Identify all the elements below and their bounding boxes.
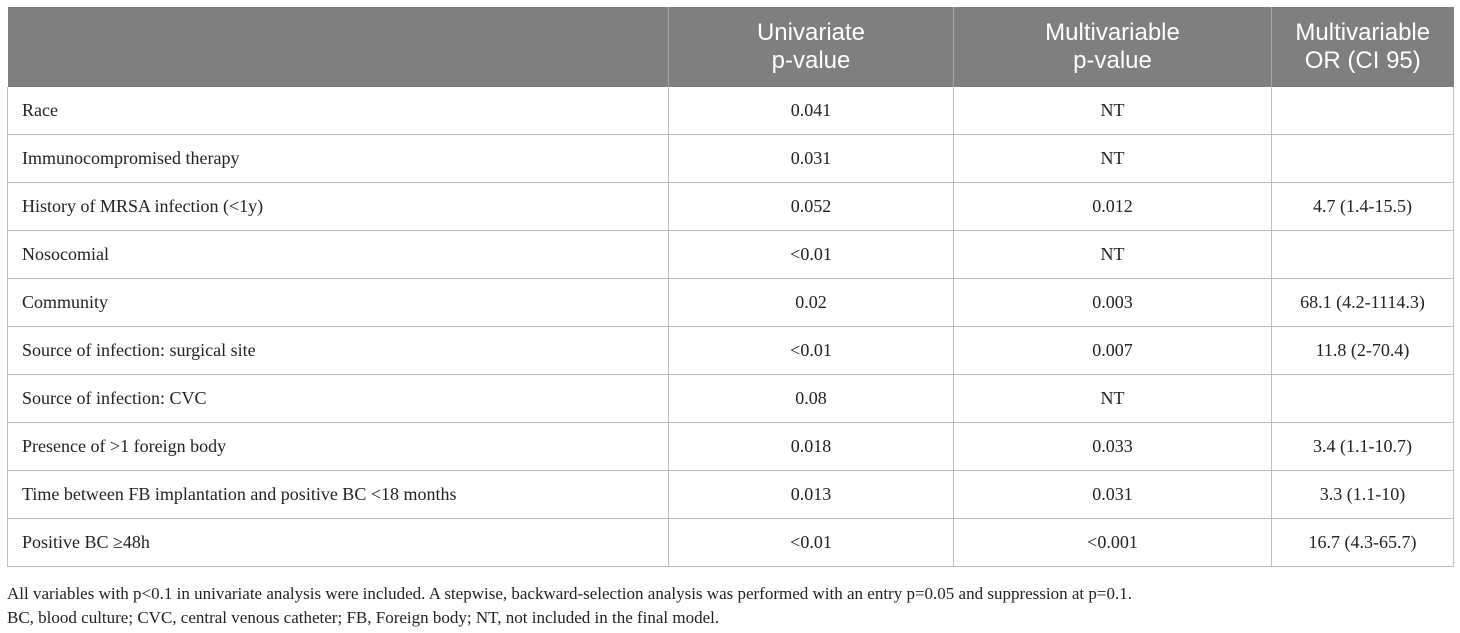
- table-row: [8, 423, 1454, 471]
- cell-univariate-p: 0.013: [669, 471, 954, 519]
- cell-variable: Nosocomial: [8, 231, 669, 279]
- table-footnotes: [7, 582, 1453, 630]
- table-row: [8, 327, 1454, 375]
- cell-univariate-p: <0.01: [669, 519, 954, 567]
- table-row: [8, 183, 1454, 231]
- cell-multivariable-p: 0.033: [954, 423, 1272, 471]
- cell-univariate-p: <0.01: [669, 231, 954, 279]
- header-row: [8, 7, 1454, 87]
- regression-table: [7, 7, 1454, 567]
- cell-variable: Positive BC ≥48h: [8, 519, 669, 567]
- cell-or-ci: 11.8 (2-70.4): [1272, 327, 1454, 375]
- cell-variable: Race: [8, 87, 669, 135]
- cell-variable: History of MRSA infection (<1y): [8, 183, 669, 231]
- cell-variable: Source of infection: CVC: [8, 375, 669, 423]
- header-multivariable-or-line2: OR (CI 95): [1304, 47, 1421, 74]
- cell-variable: Time between FB implantation and positive BC <18 months: [8, 471, 669, 519]
- cell-univariate-p: <0.01: [669, 327, 954, 375]
- table-row: [8, 519, 1454, 567]
- table-row: [8, 279, 1454, 327]
- header-multivariable-or: [1272, 7, 1454, 87]
- cell-univariate-p: 0.08: [669, 375, 954, 423]
- cell-multivariable-p: 0.031: [954, 471, 1272, 519]
- cell-univariate-p: 0.031: [669, 135, 954, 183]
- table-header: [8, 7, 1454, 87]
- header-univariate-line1: Univariate: [756, 19, 866, 46]
- table-row: [8, 375, 1454, 423]
- cell-univariate-p: 0.052: [669, 183, 954, 231]
- footnote-abbreviations: BC, blood culture; CVC, central venous catheter; FB, Foreign body; NT, not included in the final model.: [7, 608, 720, 627]
- cell-univariate-p: 0.02: [669, 279, 954, 327]
- cell-or-ci: 16.7 (4.3-65.7): [1272, 519, 1454, 567]
- header-multivariable-p-line2: p-value: [1073, 47, 1152, 74]
- cell-variable: Community: [8, 279, 669, 327]
- table-row: [8, 231, 1454, 279]
- table-body: [8, 87, 1454, 567]
- footnote-inclusion-criteria: All variables with p<0.1 in univariate analysis were included. A stepwise, backward-selection analysis was performed with an entry p=0.05 and suppression at p=0.1.: [7, 584, 1132, 603]
- cell-multivariable-p: 0.012: [954, 183, 1272, 231]
- results-table-container: [7, 7, 1453, 567]
- table-row: [8, 135, 1454, 183]
- header-multivariable-p: [954, 7, 1272, 87]
- cell-multivariable-p: NT: [954, 375, 1272, 423]
- cell-or-ci: [1272, 135, 1454, 183]
- header-multivariable-or-line1: Multivariable: [1295, 19, 1431, 46]
- header-multivariable-p-line1: Multivariable: [1045, 19, 1180, 46]
- cell-multivariable-p: NT: [954, 135, 1272, 183]
- cell-variable: Immunocompromised therapy: [8, 135, 669, 183]
- cell-or-ci: 4.7 (1.4-15.5): [1272, 183, 1454, 231]
- cell-multivariable-p: 0.007: [954, 327, 1272, 375]
- cell-or-ci: 68.1 (4.2-1114.3): [1272, 279, 1454, 327]
- cell-or-ci: 3.4 (1.1-10.7): [1272, 423, 1454, 471]
- cell-multivariable-p: NT: [954, 87, 1272, 135]
- cell-multivariable-p: 0.003: [954, 279, 1272, 327]
- cell-or-ci: 3.3 (1.1-10): [1272, 471, 1454, 519]
- cell-or-ci: [1272, 231, 1454, 279]
- cell-univariate-p: 0.041: [669, 87, 954, 135]
- cell-variable: Presence of >1 foreign body: [8, 423, 669, 471]
- cell-or-ci: [1272, 87, 1454, 135]
- header-univariate-line2: p-value: [771, 47, 851, 74]
- cell-or-ci: [1272, 375, 1454, 423]
- cell-variable: Source of infection: surgical site: [8, 327, 669, 375]
- cell-multivariable-p: NT: [954, 231, 1272, 279]
- table-row: [8, 87, 1454, 135]
- table-row: [8, 471, 1454, 519]
- header-univariate-p: [669, 7, 954, 87]
- cell-univariate-p: 0.018: [669, 423, 954, 471]
- cell-multivariable-p: <0.001: [954, 519, 1272, 567]
- header-variable: [8, 7, 669, 87]
